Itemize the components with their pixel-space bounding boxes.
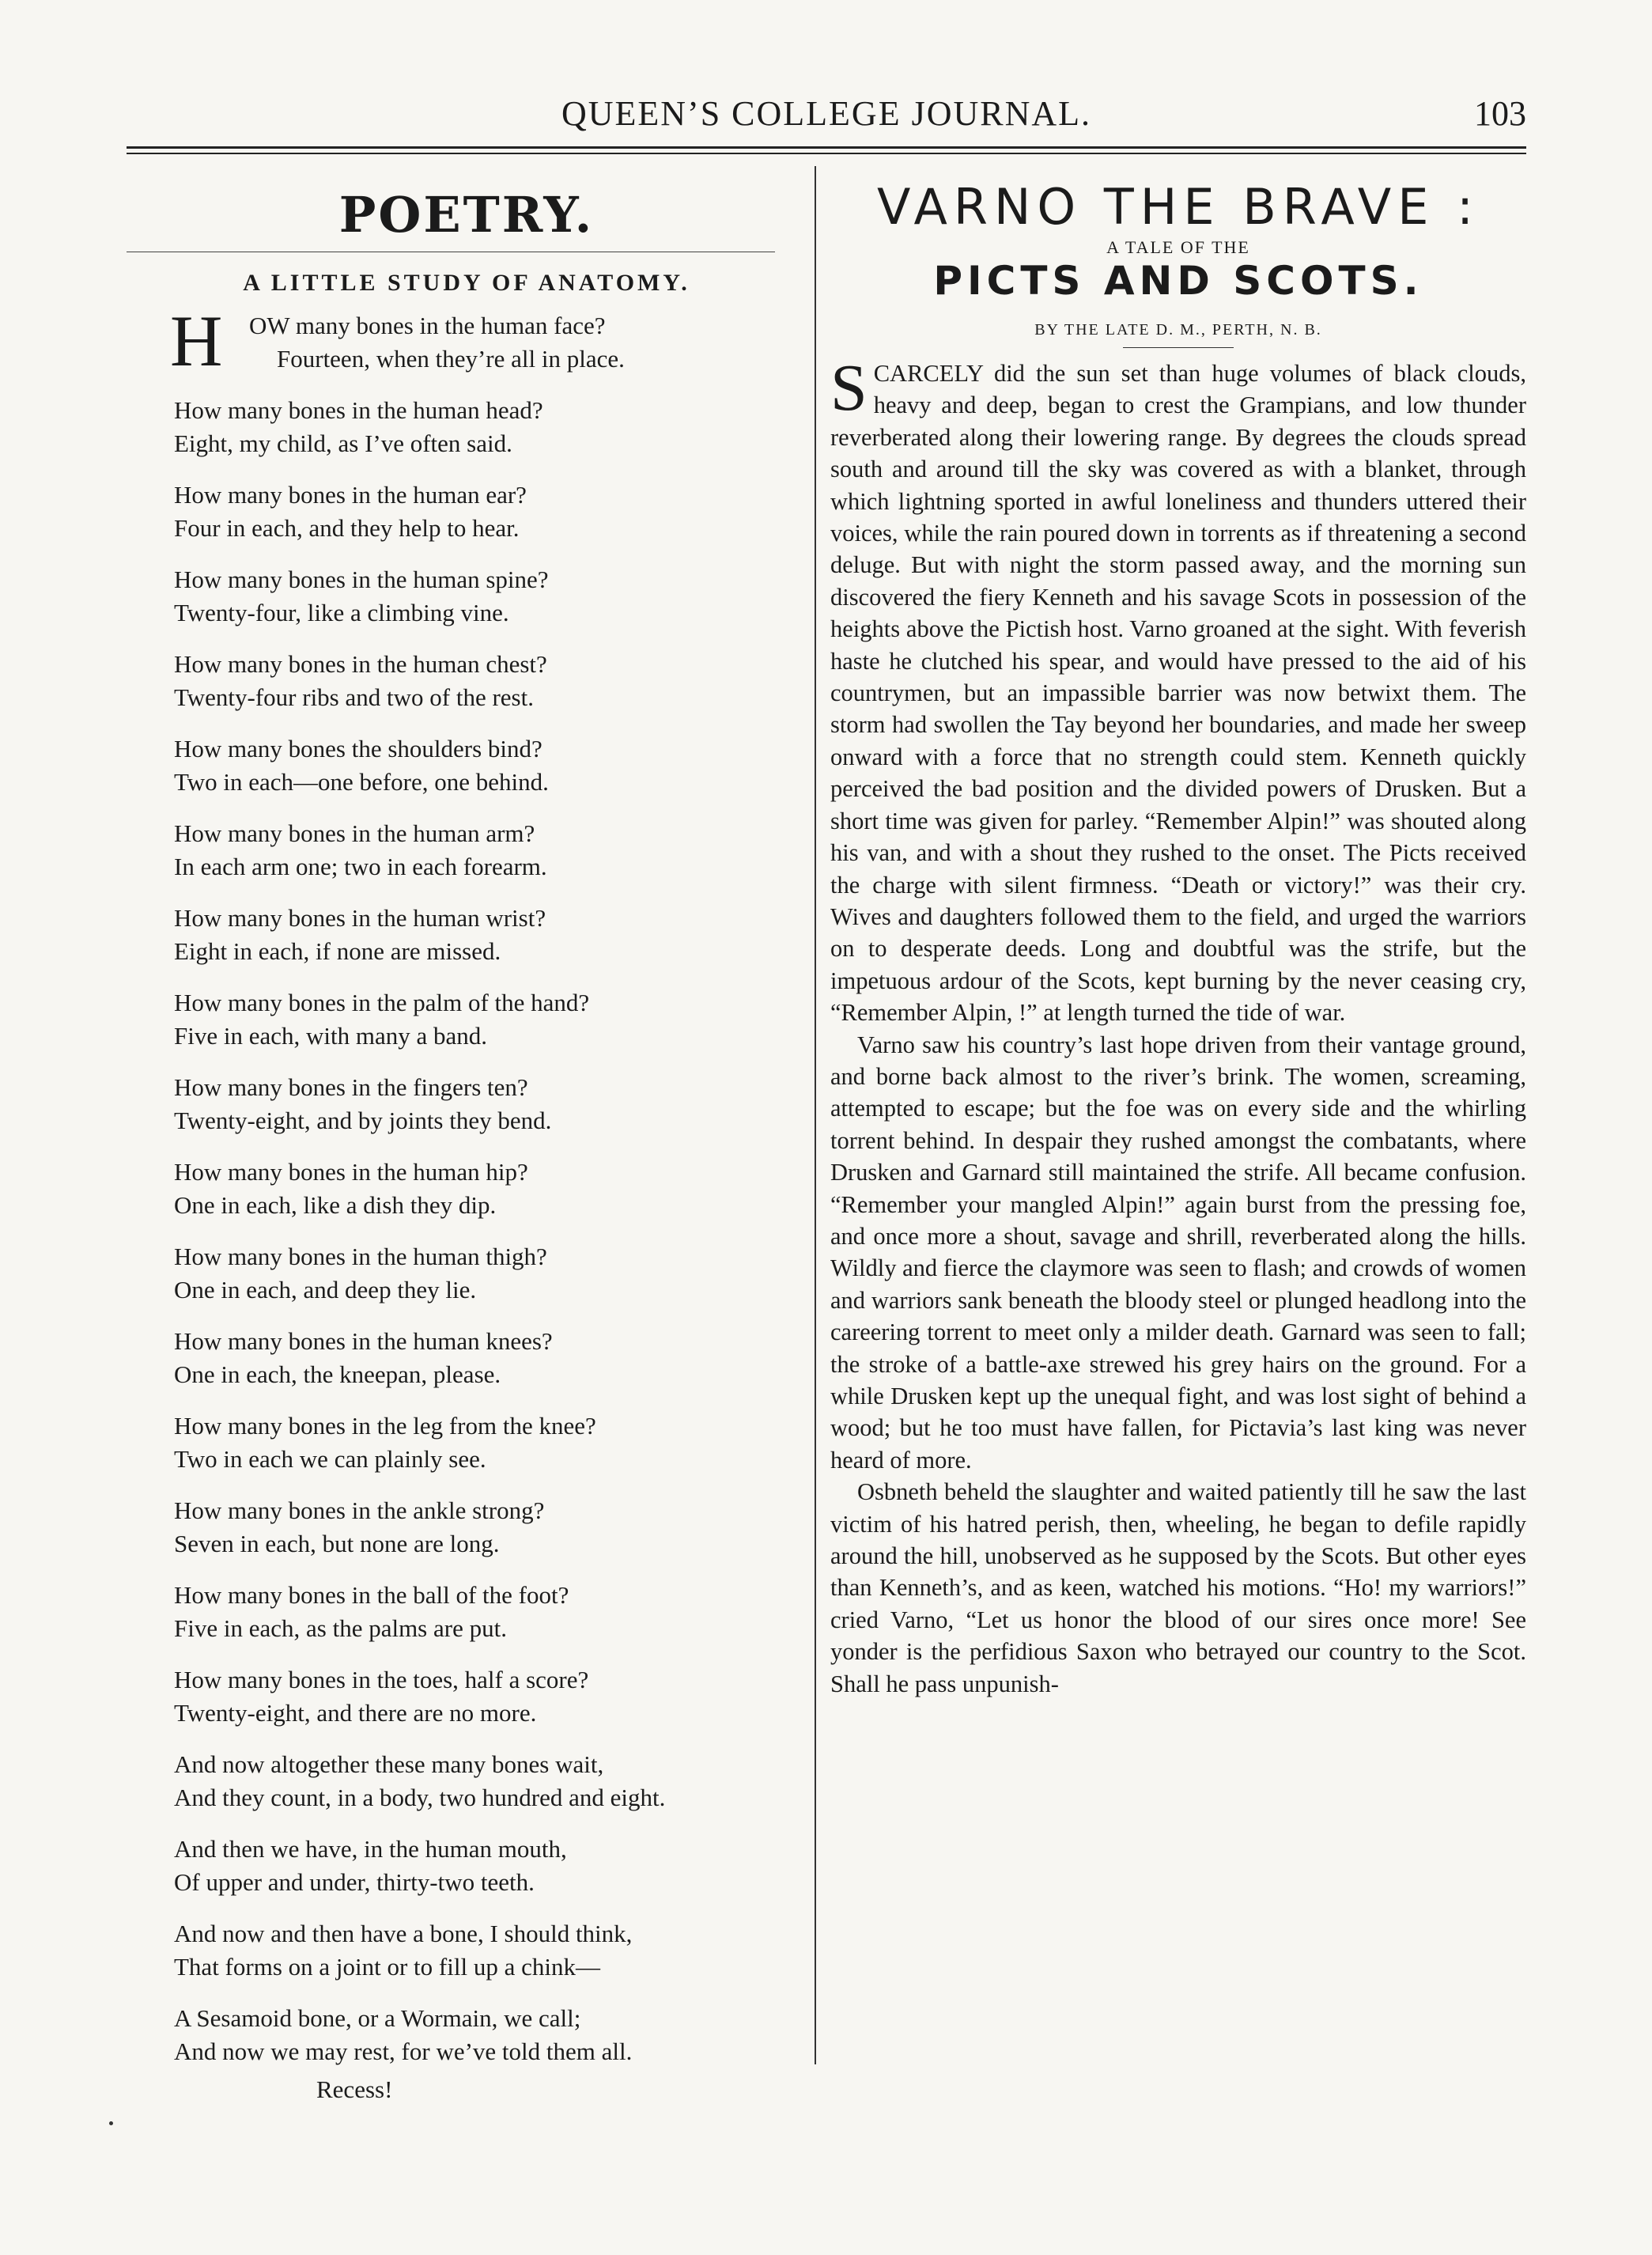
poem-line: Five in each, with many a band. xyxy=(174,1022,488,1050)
story-subtitle: A TALE OF THE xyxy=(1106,237,1250,257)
poem-stanza xyxy=(174,986,807,1053)
poem-stanza xyxy=(174,1409,807,1476)
byline-rule xyxy=(1123,347,1234,348)
poem-stanza xyxy=(174,394,807,460)
poem-line: And then we have, in the human mouth, xyxy=(174,1835,567,1863)
poem-line: How many bones in the human ear? xyxy=(174,481,527,509)
poem-line: One in each, and deep they lie. xyxy=(174,1276,477,1303)
poem-line: How many bones in the human chest? xyxy=(174,650,547,678)
poem-stanza xyxy=(174,817,807,883)
margin-speck xyxy=(109,2121,113,2125)
poem-line: How many bones in the human head? xyxy=(174,396,543,424)
poem-line: Four in each, and they help to hear. xyxy=(174,514,520,542)
story-body xyxy=(830,351,1526,1700)
poem-line: How many bones in the leg from the knee? xyxy=(174,1412,596,1440)
poem-line: How many bones in the fingers ten? xyxy=(174,1073,528,1101)
poem-line: Two in each we can plainly see. xyxy=(174,1445,486,1473)
poem-line: Twenty-eight, and there are no more. xyxy=(174,1699,537,1727)
poem-closing: Recess! xyxy=(316,2075,393,2103)
poem-line: One in each, the kneepan, please. xyxy=(174,1360,501,1388)
poem-line: Eight, my child, as I’ve often said. xyxy=(174,429,512,457)
story-dropcap: S xyxy=(830,351,868,425)
poem-line: And now and then have a bone, I should think, xyxy=(174,1920,633,1947)
poem-stanza xyxy=(174,1833,807,1899)
poem-line: How many bones in the ankle strong? xyxy=(174,1496,545,1524)
poem-title: A LITTLE STUDY OF ANATOMY. xyxy=(243,270,690,296)
poetry-section-title: POETRY. xyxy=(338,186,595,244)
story-title: VARNO THE BRAVE : xyxy=(877,178,1480,236)
page-number: 103 xyxy=(1474,94,1526,133)
poem-line: How many bones in the human arm? xyxy=(174,819,535,847)
poem-stanza xyxy=(174,1325,807,1391)
poem-line: And they count, in a body, two hundred and eight. xyxy=(174,1784,666,1811)
poem-stanza xyxy=(174,1494,807,1561)
poem-line: How many bones in the human spine? xyxy=(174,566,549,593)
poem-stanzas xyxy=(127,394,807,2068)
story-paragraph: Varno saw his country’s last hope driven from their vantage ground, and borne back almost to the river’s brink. The women, screaming, attempted to escape; but the foe was on every side and the whirling torrent behind. In despair they rushed amongst the combatants, where Drusken and Garnard still maintained the strife. All became confusion. “Remember your mangled Alpin!” again burst from the pressing foe, and once more a shout, savage and shrill, reverberated along the hills. Wildly and fierce the claymore was seen to flash; and crowds of women and warriors sank beneath the bloody steel or plunged headlong into the careering torrent to meet only a milder death. Garnard was seen to fall; the stroke of a battle-axe strewed his grey hairs on the ground. For a while Drusken kept up the unequal fight, and was lost sight of behind a wood; but he too must have fallen, for Pictavia’s last king was never heard of more. xyxy=(830,1031,1526,1474)
poem-line: Five in each, as the palms are put. xyxy=(174,1614,507,1642)
poem-line: How many bones in the human knees? xyxy=(174,1327,553,1355)
poem-line: Eight in each, if none are missed. xyxy=(174,937,501,965)
story-subtitle-main: PICTS AND SCOTS. xyxy=(933,258,1423,304)
story-paragraph: Osbneth beheld the slaughter and waited patiently till he saw the last victim of his hatred perish, then, wheeling, he began to defile rapidly around the hill, unobserved as he supposed by the Scots. But other eyes than Kenneth’s, and as keen, watched his motions. “Ho! my warriors!” cried Varno, “Let us honor the blood of our sires once more! See yonder is the perfidious Saxon who betrayed our country to the Scot. Shall he pass unpunish- xyxy=(830,1478,1526,1697)
poem-line: Twenty-four ribs and two of the rest. xyxy=(174,683,534,711)
header-rule-bottom xyxy=(127,153,1526,154)
story-paragraph-text: CARCELY did the sun set than huge volumes of black clouds, heavy and deep, began to crest the Grampians, and low thunder reverberated along their lowering range. By degrees the clouds spread south and around till the sky was covered as with a blanket, through which lightning sported in awful loneliness and thunders uttered their voices, while the rain poured down in torrents as if threatening a second deluge. But with night the storm passed away, and the morning sun discovered the fiery Kenneth and his savage Scots in possession of the heights above the Pictish host. Varno groaned at the sight. With feverish haste he clutched his spear, and would have pressed to the aid of his countrymen, but an impassible barrier was now betwixt them. The storm had swollen the Tay beyond her boundaries, and made her sweep onward with a force that no strength could stem. Kenneth quickly perceived the bad position and the divided powers of Drusken. But a short time was given for parley. “Remember Alpin!” was shouted along his van, and with a shout they rushed to the onset. The Picts received the charge with silent firmness. “Death or victory!” was their cry. Wives and daughters followed them to the field, and urged the warriors on to desperate deeds. Long and doubtful was the strife, but the impetuous ardour of the Scots, kept burning by the never ceasing cry, “Remember Alpin, !” at length turned the tide of war. xyxy=(830,360,1526,1027)
poem-stanza xyxy=(174,1917,807,1984)
poem-stanza xyxy=(174,479,807,545)
poem-line: How many bones in the ball of the foot? xyxy=(174,1581,569,1609)
poem-line: One in each, like a dish they dip. xyxy=(174,1191,497,1219)
poem-line: Seven in each, but none are long. xyxy=(174,1530,500,1557)
journal-title: QUEEN’S COLLEGE JOURNAL. xyxy=(561,94,1092,133)
poem-line: That forms on a joint or to fill up a chink— xyxy=(174,1953,600,1981)
poem-line: A Sesamoid bone, or a Wormain, we call; xyxy=(174,2004,581,2032)
story-column xyxy=(830,170,1526,1700)
poem-line: Twenty-eight, and by joints they bend. xyxy=(174,1107,552,1134)
poem-line: OW many bones in the human face? xyxy=(249,312,606,339)
poem-stanza xyxy=(174,648,807,714)
poem-stanza xyxy=(174,2002,807,2068)
poem-line: How many bones in the toes, half a score? xyxy=(174,1666,589,1693)
poem-line: In each arm one; two in each forearm. xyxy=(174,853,547,880)
poem-stanza xyxy=(174,1748,807,1814)
poem-line: Fourteen, when they’re all in place. xyxy=(277,345,625,373)
poem-line: How many bones in the human hip? xyxy=(174,1158,528,1186)
poem-stanza xyxy=(174,1240,807,1307)
poem-dropcap: H xyxy=(170,301,223,381)
column-divider xyxy=(815,166,816,2064)
poem-stanza xyxy=(174,563,807,630)
poem-stanza xyxy=(174,902,807,968)
poem-line: Twenty-four, like a climbing vine. xyxy=(174,599,509,626)
poem-line: Of upper and under, thirty-two teeth. xyxy=(174,1868,535,1896)
poem-line: How many bones in the palm of the hand? xyxy=(174,989,590,1016)
poem-stanza xyxy=(174,1579,807,1645)
poem-line: And now we may rest, for we’ve told them all. xyxy=(174,2037,633,2065)
story-paragraph xyxy=(830,351,1526,1029)
poem-stanza xyxy=(174,1071,807,1137)
page-header xyxy=(127,93,1526,141)
poem-line: How many bones in the human wrist? xyxy=(174,904,546,932)
poem-line: Two in each—one before, one behind. xyxy=(174,768,549,796)
poem-line: And now altogether these many bones wait, xyxy=(174,1750,604,1778)
header-rule-top xyxy=(127,146,1526,149)
poem-stanza xyxy=(174,732,807,799)
poem-line: How many bones in the human thigh? xyxy=(174,1243,547,1270)
poem-stanza xyxy=(174,1156,807,1222)
story-byline: BY THE LATE D. M., PERTH, N. B. xyxy=(1034,321,1322,339)
poem-stanza xyxy=(174,1663,807,1730)
poem-line: How many bones the shoulders bind? xyxy=(174,735,542,762)
poetry-column xyxy=(127,170,807,2104)
poem-stanza xyxy=(170,301,807,381)
